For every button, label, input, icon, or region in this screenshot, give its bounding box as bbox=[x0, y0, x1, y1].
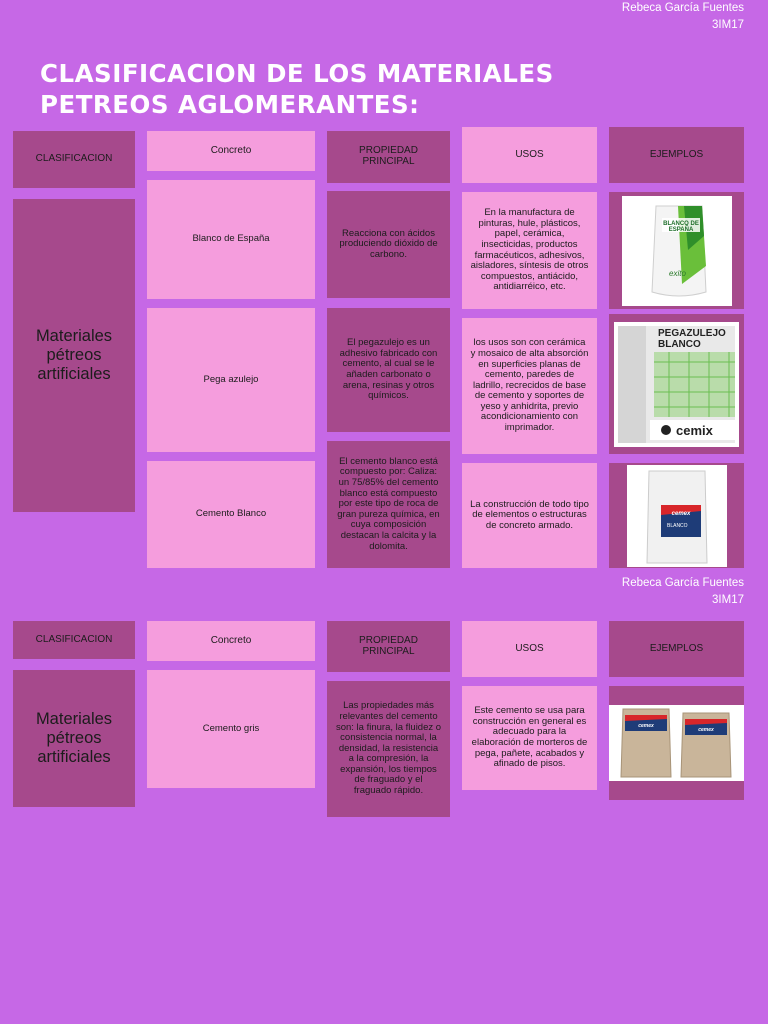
header-concreto-2: Concreto bbox=[147, 621, 315, 661]
page-title bbox=[40, 58, 680, 120]
author-name: Rebeca García Fuentes bbox=[621, 577, 744, 589]
cemento-blanco-bag-image bbox=[627, 465, 727, 567]
blanco-de-espana-bag-icon bbox=[622, 196, 732, 306]
category-label-2: Materiales pétreos artificiales bbox=[13, 670, 135, 807]
row-name-cemento-gris: Cemento gris bbox=[147, 670, 315, 788]
row-propiedad-cemento-gris: Las propiedades más relevantes del cemento son: la finura, la fluidez o consistencia normal, la densidad, la resistencia a la compresión, la expansión, los tiempos de fraguado y el fraguado rápido. bbox=[327, 681, 450, 817]
author-group: 3IM17 bbox=[712, 19, 744, 31]
example-cell-pega-azulejo bbox=[609, 314, 744, 454]
svg-text:cemex: cemex bbox=[638, 723, 654, 729]
cemento-gris-bags-image bbox=[609, 705, 744, 781]
svg-text:exito: exito bbox=[668, 268, 686, 278]
row-usos-blanco-de-espana: En la manufactura de pinturas, hule, plásticos, papel, cerámica, insecticidas, productos farmacéuticos, adhesivos, aisladores, síntesis de otros compuestos, antiácido, antidiarréico, etc. bbox=[462, 192, 597, 309]
row-usos-cemento-gris: Este cemento se usa para construcción en general es adecuado para la elaboración de morteros de pega, pañete, acabados y afinado de pisos. bbox=[462, 686, 597, 790]
svg-text:BLANCO DE: BLANCO DE bbox=[662, 220, 699, 227]
row-name-cemento-blanco: Cemento Blanco bbox=[147, 461, 315, 568]
author-name: Rebeca García Fuentes bbox=[621, 2, 744, 14]
svg-text:cemix: cemix bbox=[676, 422, 713, 438]
cemento-gris-bags-icon bbox=[609, 705, 744, 781]
header-clasificacion-2: CLASIFICACION bbox=[13, 621, 135, 659]
header-concreto: Concreto bbox=[147, 131, 315, 171]
example-cell-cemento-blanco bbox=[609, 463, 744, 568]
row-propiedad-pega-azulejo: El pegazulejo es un adhesivo fabricado con cemento, al cual se le añaden carbonato o arena, resinas y otros químicos. bbox=[327, 308, 450, 432]
header-clasificacion: CLASIFICACION bbox=[13, 131, 135, 188]
svg-text:ESPAÑA: ESPAÑA bbox=[668, 226, 693, 233]
header-ejemplos: EJEMPLOS bbox=[609, 127, 744, 183]
author-group: 3IM17 bbox=[712, 594, 744, 606]
header-propiedad-2: PROPIEDAD PRINCIPAL bbox=[327, 621, 450, 672]
title-line-2: PETREOS AGLOMERANTES: bbox=[40, 90, 420, 119]
example-cell-blanco-de-espana bbox=[609, 192, 744, 309]
row-usos-pega-azulejo: los usos son con cerámica y mosaico de alta absorción en superficies planas de cemento, paredes de ladrillo, recrecidos de base de cemento y soportes de yeso y anhidrita, previo acondicionamiento con imprimador. bbox=[462, 318, 597, 454]
title-line-1: CLASIFICACION DE LOS MATERIALES bbox=[40, 59, 554, 88]
header-propiedad: PROPIEDAD PRINCIPAL bbox=[327, 131, 450, 183]
svg-text:BLANCO: BLANCO bbox=[658, 338, 701, 350]
cemento-blanco-bag-icon bbox=[627, 465, 727, 567]
pegazulejo-bag-icon bbox=[614, 322, 739, 447]
pegazulejo-bag-image bbox=[614, 322, 739, 447]
author-block-top bbox=[622, 0, 744, 34]
row-name-pega-azulejo: Pega azulejo bbox=[147, 308, 315, 452]
author-block-middle bbox=[622, 575, 744, 609]
header-ejemplos-2: EJEMPLOS bbox=[609, 621, 744, 677]
svg-text:cemex: cemex bbox=[671, 510, 690, 517]
row-name-blanco-de-espana: Blanco de España bbox=[147, 180, 315, 299]
example-cell-cemento-gris bbox=[609, 686, 744, 800]
category-label: Materiales pétreos artificiales bbox=[13, 199, 135, 512]
header-usos-2: USOS bbox=[462, 621, 597, 677]
svg-text:cemex: cemex bbox=[698, 727, 714, 733]
header-usos: USOS bbox=[462, 127, 597, 183]
row-propiedad-blanco-de-espana: Reacciona con ácidos produciendo dióxido de carbono. bbox=[327, 191, 450, 298]
svg-text:PEGAZULEJO: PEGAZULEJO bbox=[658, 327, 726, 339]
row-usos-cemento-blanco: La construcción de todo tipo de elementos o estructuras de concreto armado. bbox=[462, 463, 597, 568]
row-propiedad-cemento-blanco: El cemento blanco está compuesto por: Caliza: un 75/85% del cemento blanco está compuesto por este tipo de roca de gran pureza química, en cuya composición destacan la calcita y la dolomita. bbox=[327, 441, 450, 568]
svg-text:BLANCO: BLANCO bbox=[666, 522, 688, 529]
blanco-de-espana-bag-image bbox=[622, 196, 732, 306]
